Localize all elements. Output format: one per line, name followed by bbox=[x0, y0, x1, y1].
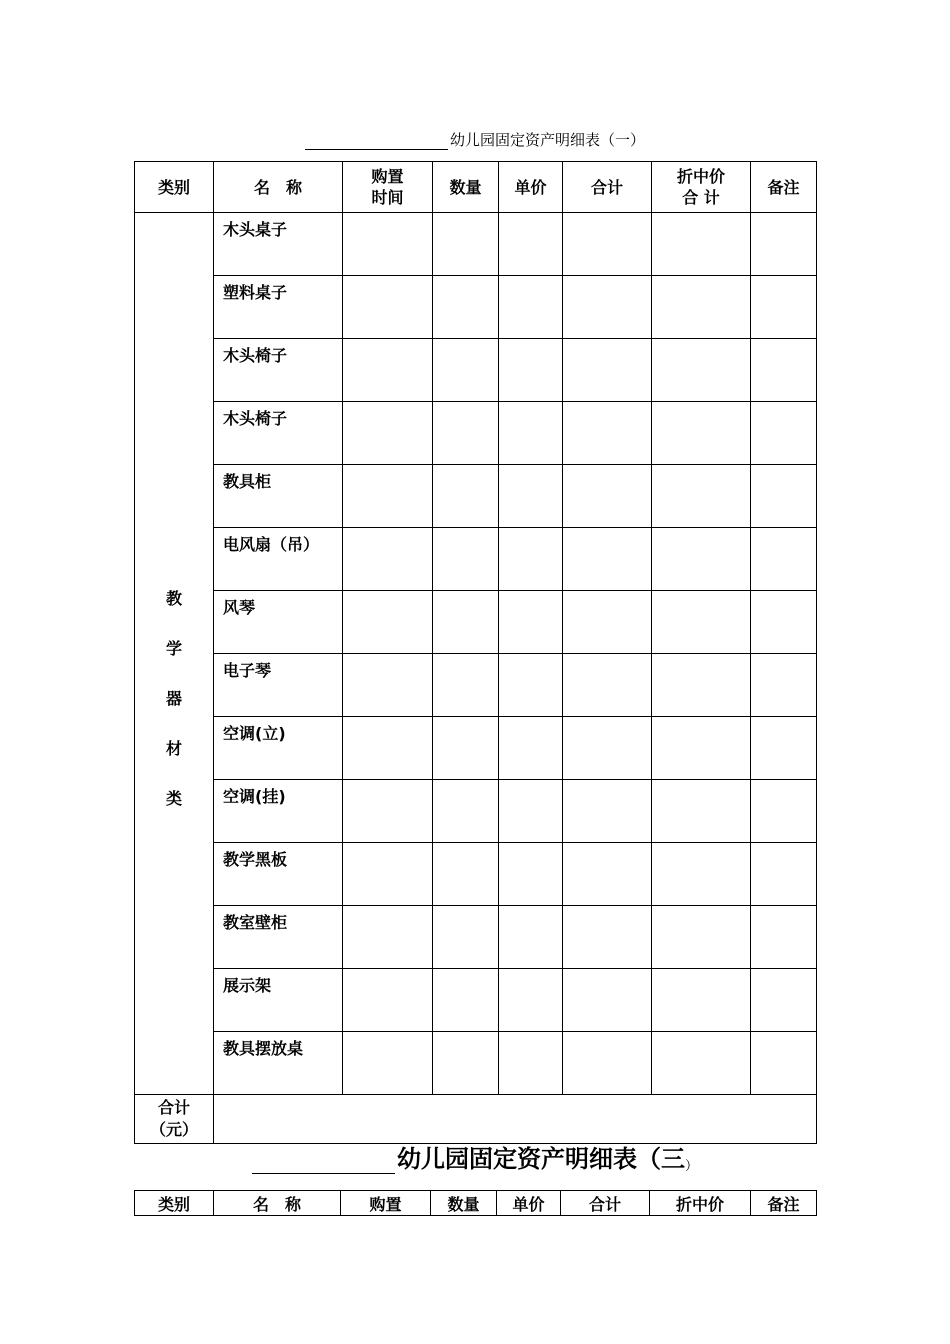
table-row bbox=[135, 213, 817, 276]
empty-cell bbox=[433, 969, 499, 1032]
table-row bbox=[135, 780, 817, 843]
empty-cell bbox=[652, 213, 751, 276]
table-row bbox=[135, 1032, 817, 1095]
empty-cell bbox=[563, 1032, 652, 1095]
empty-cell bbox=[343, 591, 433, 654]
table2-title-text: 幼儿园固定资产明细表（三 bbox=[396, 1145, 685, 1173]
empty-cell bbox=[652, 780, 751, 843]
title-blank-line bbox=[252, 1143, 395, 1174]
category-cell bbox=[135, 213, 214, 1095]
empty-cell bbox=[751, 906, 817, 969]
header-cell: 折中价 合 计 bbox=[652, 162, 751, 213]
empty-cell bbox=[499, 402, 563, 465]
empty-cell bbox=[563, 528, 652, 591]
empty-cell bbox=[652, 591, 751, 654]
empty-cell bbox=[343, 717, 433, 780]
header-cell: 购置 时间 bbox=[343, 162, 433, 213]
table-row bbox=[135, 276, 817, 339]
header-cell: 购置 bbox=[341, 1191, 431, 1216]
empty-cell bbox=[652, 528, 751, 591]
empty-cell bbox=[499, 213, 563, 276]
empty-cell bbox=[433, 339, 499, 402]
empty-cell bbox=[751, 654, 817, 717]
asset-table-2 bbox=[134, 1190, 817, 1216]
empty-cell bbox=[433, 276, 499, 339]
empty-cell bbox=[563, 591, 652, 654]
item-name-cell: 空调(立) bbox=[214, 717, 343, 780]
empty-cell bbox=[652, 906, 751, 969]
item-name-cell: 电风扇（吊） bbox=[214, 528, 343, 591]
empty-cell bbox=[751, 780, 817, 843]
empty-cell bbox=[751, 969, 817, 1032]
header-cell: 名 称 bbox=[214, 1191, 341, 1216]
empty-cell bbox=[563, 339, 652, 402]
empty-cell bbox=[751, 1032, 817, 1095]
header-cell: 单价 bbox=[497, 1191, 561, 1216]
item-name-cell: 空调(挂) bbox=[214, 780, 343, 843]
table-row bbox=[135, 528, 817, 591]
category-char: 类 bbox=[165, 788, 182, 808]
empty-cell bbox=[499, 654, 563, 717]
empty-cell bbox=[652, 465, 751, 528]
item-name-cell: 木头桌子 bbox=[214, 213, 343, 276]
item-name-cell: 木头椅子 bbox=[214, 402, 343, 465]
table-row bbox=[135, 591, 817, 654]
empty-cell bbox=[563, 276, 652, 339]
empty-cell bbox=[343, 906, 433, 969]
empty-cell bbox=[563, 465, 652, 528]
empty-cell bbox=[751, 465, 817, 528]
header-cell: 备注 bbox=[751, 1191, 817, 1216]
table-row bbox=[135, 402, 817, 465]
empty-cell bbox=[652, 654, 751, 717]
empty-cell bbox=[343, 969, 433, 1032]
item-name-cell: 风琴 bbox=[214, 591, 343, 654]
empty-cell bbox=[343, 1032, 433, 1095]
empty-cell bbox=[563, 213, 652, 276]
empty-cell bbox=[433, 654, 499, 717]
empty-cell bbox=[652, 1032, 751, 1095]
empty-cell bbox=[499, 906, 563, 969]
header-row bbox=[135, 1191, 817, 1216]
empty-cell bbox=[343, 843, 433, 906]
header-cell: 数量 bbox=[433, 162, 499, 213]
item-name-cell: 展示架 bbox=[214, 969, 343, 1032]
empty-cell bbox=[652, 339, 751, 402]
empty-cell bbox=[343, 528, 433, 591]
header-cell: 合计 bbox=[561, 1191, 650, 1216]
empty-cell bbox=[499, 780, 563, 843]
empty-cell bbox=[751, 528, 817, 591]
category-char: 材 bbox=[165, 738, 182, 758]
item-name-cell: 电子琴 bbox=[214, 654, 343, 717]
total-label-cell: 合计 （元） bbox=[135, 1095, 214, 1144]
table-row bbox=[135, 969, 817, 1032]
empty-cell bbox=[751, 591, 817, 654]
empty-cell bbox=[751, 717, 817, 780]
empty-cell bbox=[563, 654, 652, 717]
header-cell: 名 称 bbox=[214, 162, 343, 213]
empty-cell bbox=[751, 843, 817, 906]
empty-cell bbox=[343, 654, 433, 717]
empty-cell bbox=[499, 1032, 563, 1095]
item-name-cell: 教具柜 bbox=[214, 465, 343, 528]
empty-cell bbox=[433, 465, 499, 528]
empty-cell bbox=[563, 843, 652, 906]
table-row bbox=[135, 717, 817, 780]
empty-cell bbox=[433, 906, 499, 969]
item-name-cell: 教具摆放桌 bbox=[214, 1032, 343, 1095]
category-char: 器 bbox=[165, 688, 182, 708]
empty-cell bbox=[499, 843, 563, 906]
empty-cell bbox=[433, 1032, 499, 1095]
empty-cell bbox=[433, 843, 499, 906]
empty-cell bbox=[343, 465, 433, 528]
category-char: 教 bbox=[165, 588, 182, 608]
category-char: 学 bbox=[165, 638, 182, 658]
table-row bbox=[135, 339, 817, 402]
table1-title bbox=[0, 124, 950, 150]
header-cell: 类别 bbox=[135, 162, 214, 213]
asset-table-1 bbox=[134, 161, 817, 1144]
empty-cell bbox=[343, 339, 433, 402]
empty-cell bbox=[499, 969, 563, 1032]
empty-cell bbox=[343, 402, 433, 465]
header-cell: 数量 bbox=[431, 1191, 497, 1216]
empty-cell bbox=[499, 339, 563, 402]
empty-cell bbox=[343, 213, 433, 276]
empty-cell bbox=[433, 780, 499, 843]
item-name-cell: 塑料桌子 bbox=[214, 276, 343, 339]
table-row bbox=[135, 843, 817, 906]
empty-cell bbox=[563, 402, 652, 465]
empty-cell bbox=[751, 213, 817, 276]
empty-cell bbox=[652, 402, 751, 465]
table2-title bbox=[0, 1134, 950, 1174]
empty-cell bbox=[499, 465, 563, 528]
header-cell: 备注 bbox=[751, 162, 817, 213]
table-row bbox=[135, 654, 817, 717]
empty-cell bbox=[563, 717, 652, 780]
table1-title-text: 幼儿园固定资产明细表（一） bbox=[449, 131, 645, 149]
empty-cell bbox=[499, 276, 563, 339]
table2-title-paren: ） bbox=[684, 1159, 698, 1174]
item-name-cell: 木头椅子 bbox=[214, 339, 343, 402]
empty-cell bbox=[652, 717, 751, 780]
empty-cell bbox=[433, 717, 499, 780]
empty-cell bbox=[652, 276, 751, 339]
empty-cell bbox=[499, 528, 563, 591]
empty-cell bbox=[563, 780, 652, 843]
empty-cell bbox=[433, 591, 499, 654]
empty-cell bbox=[343, 780, 433, 843]
empty-cell bbox=[433, 213, 499, 276]
item-name-cell: 教室壁柜 bbox=[214, 906, 343, 969]
empty-cell bbox=[499, 717, 563, 780]
empty-cell bbox=[751, 402, 817, 465]
table-row bbox=[135, 465, 817, 528]
header-row bbox=[135, 162, 817, 213]
empty-cell bbox=[433, 528, 499, 591]
title-blank-line bbox=[305, 131, 448, 150]
header-cell: 类别 bbox=[135, 1191, 214, 1216]
empty-cell bbox=[652, 969, 751, 1032]
table-row bbox=[135, 906, 817, 969]
empty-cell bbox=[433, 402, 499, 465]
header-cell: 折中价 bbox=[650, 1191, 751, 1216]
empty-cell bbox=[343, 276, 433, 339]
header-cell: 单价 bbox=[499, 162, 563, 213]
empty-cell bbox=[563, 969, 652, 1032]
empty-cell bbox=[563, 906, 652, 969]
empty-cell bbox=[652, 843, 751, 906]
empty-cell bbox=[499, 591, 563, 654]
empty-cell bbox=[751, 276, 817, 339]
header-cell: 合计 bbox=[563, 162, 652, 213]
empty-cell bbox=[751, 339, 817, 402]
item-name-cell: 教学黑板 bbox=[214, 843, 343, 906]
